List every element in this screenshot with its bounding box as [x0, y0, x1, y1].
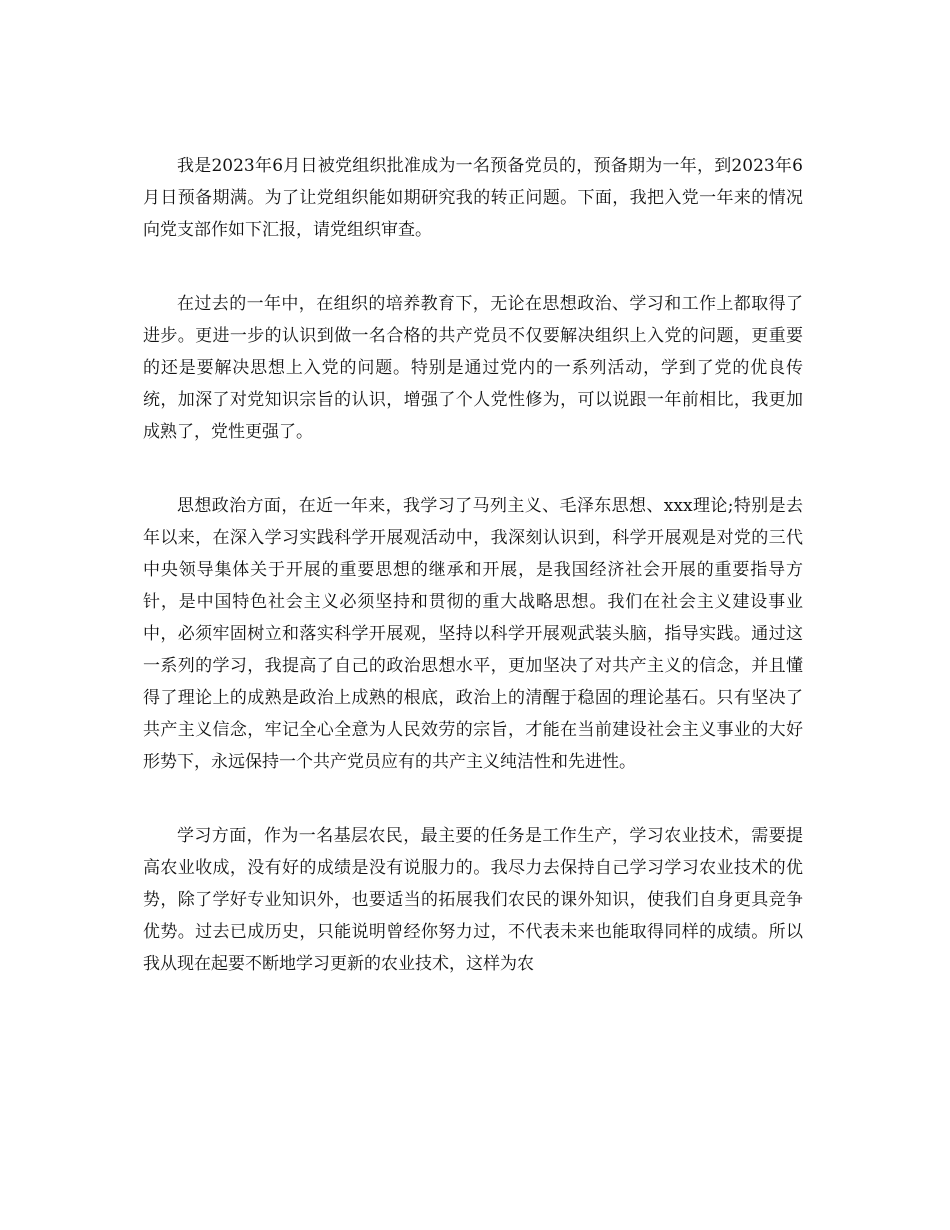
paragraph-political-thought: 思想政治方面，在近一年来，我学习了马列主义、毛泽东思想、xxx理论;特别是去年以来，在深入学习实践科学开展观活动中，我深刻认识到，科学开展观是对党的三代中央领导集体关于开展的重要思想的继承和开展，是我国经济社会开展的重要指导方针，是中国特色社会主义必须坚持和贯彻的重大战略思想。我们在社会主义建设事业中，必须牢固树立和落实科学开展观，坚持以科学开展观武装头脑，指导实践。通过这一系列的学习，我提高了自己的政治思想水平，更加坚决了对共产主义的信念，并且懂得了理论上的成熟是政治上成熟的根底，政治上的清醒于稳固的理论基石。只有坚决了共产主义信念，牢记全心全意为人民效劳的宗旨，才能在当前建设社会主义事业的大好形势下，永远保持一个共产党员应有的共产主义纯洁性和先进性。: [143, 496, 803, 772]
paragraph-probation-intro: 我是2023年6月日被党组织批准成为一名预备党员的，预备期为一年，到2023年6月日预备期满。为了让党组织能如期研究我的转正问题。下面，我把入党一年来的情况向党支部作如下汇报，请党组织审查。: [143, 156, 803, 240]
paragraph-study: 学习方面，作为一名基层农民，最主要的任务是工作生产，学习农业技术，需要提高农业收成，没有好的成绩是没有说服力的。我尽力去保持自己学习学习农业技术的优势，除了学好专业知识外，也要适当的拓展我们农民的课外知识，使我们自身更具竞争优势。过去已成历史，只能说明曾经你努力过，不代表未来也能取得同样的成绩。所以我从现在起要不断地学习更新的农业技术，这样为农: [143, 826, 803, 974]
paragraph-past-year-progress: 在过去的一年中，在组织的培养教育下，无论在思想政治、学习和工作上都取得了进步。更进一步的认识到做一名合格的共产党员不仅要解决组织上入党的问题，更重要的还是要解决思想上入党的问题。特别是通过党内的一系列活动，学到了党的优良传统，加深了对党知识宗旨的认识，增强了个人党性修为，可以说跟一年前相比，我更加成熟了，党性更强了。: [143, 294, 803, 442]
document-body: [143, 150, 803, 1022]
